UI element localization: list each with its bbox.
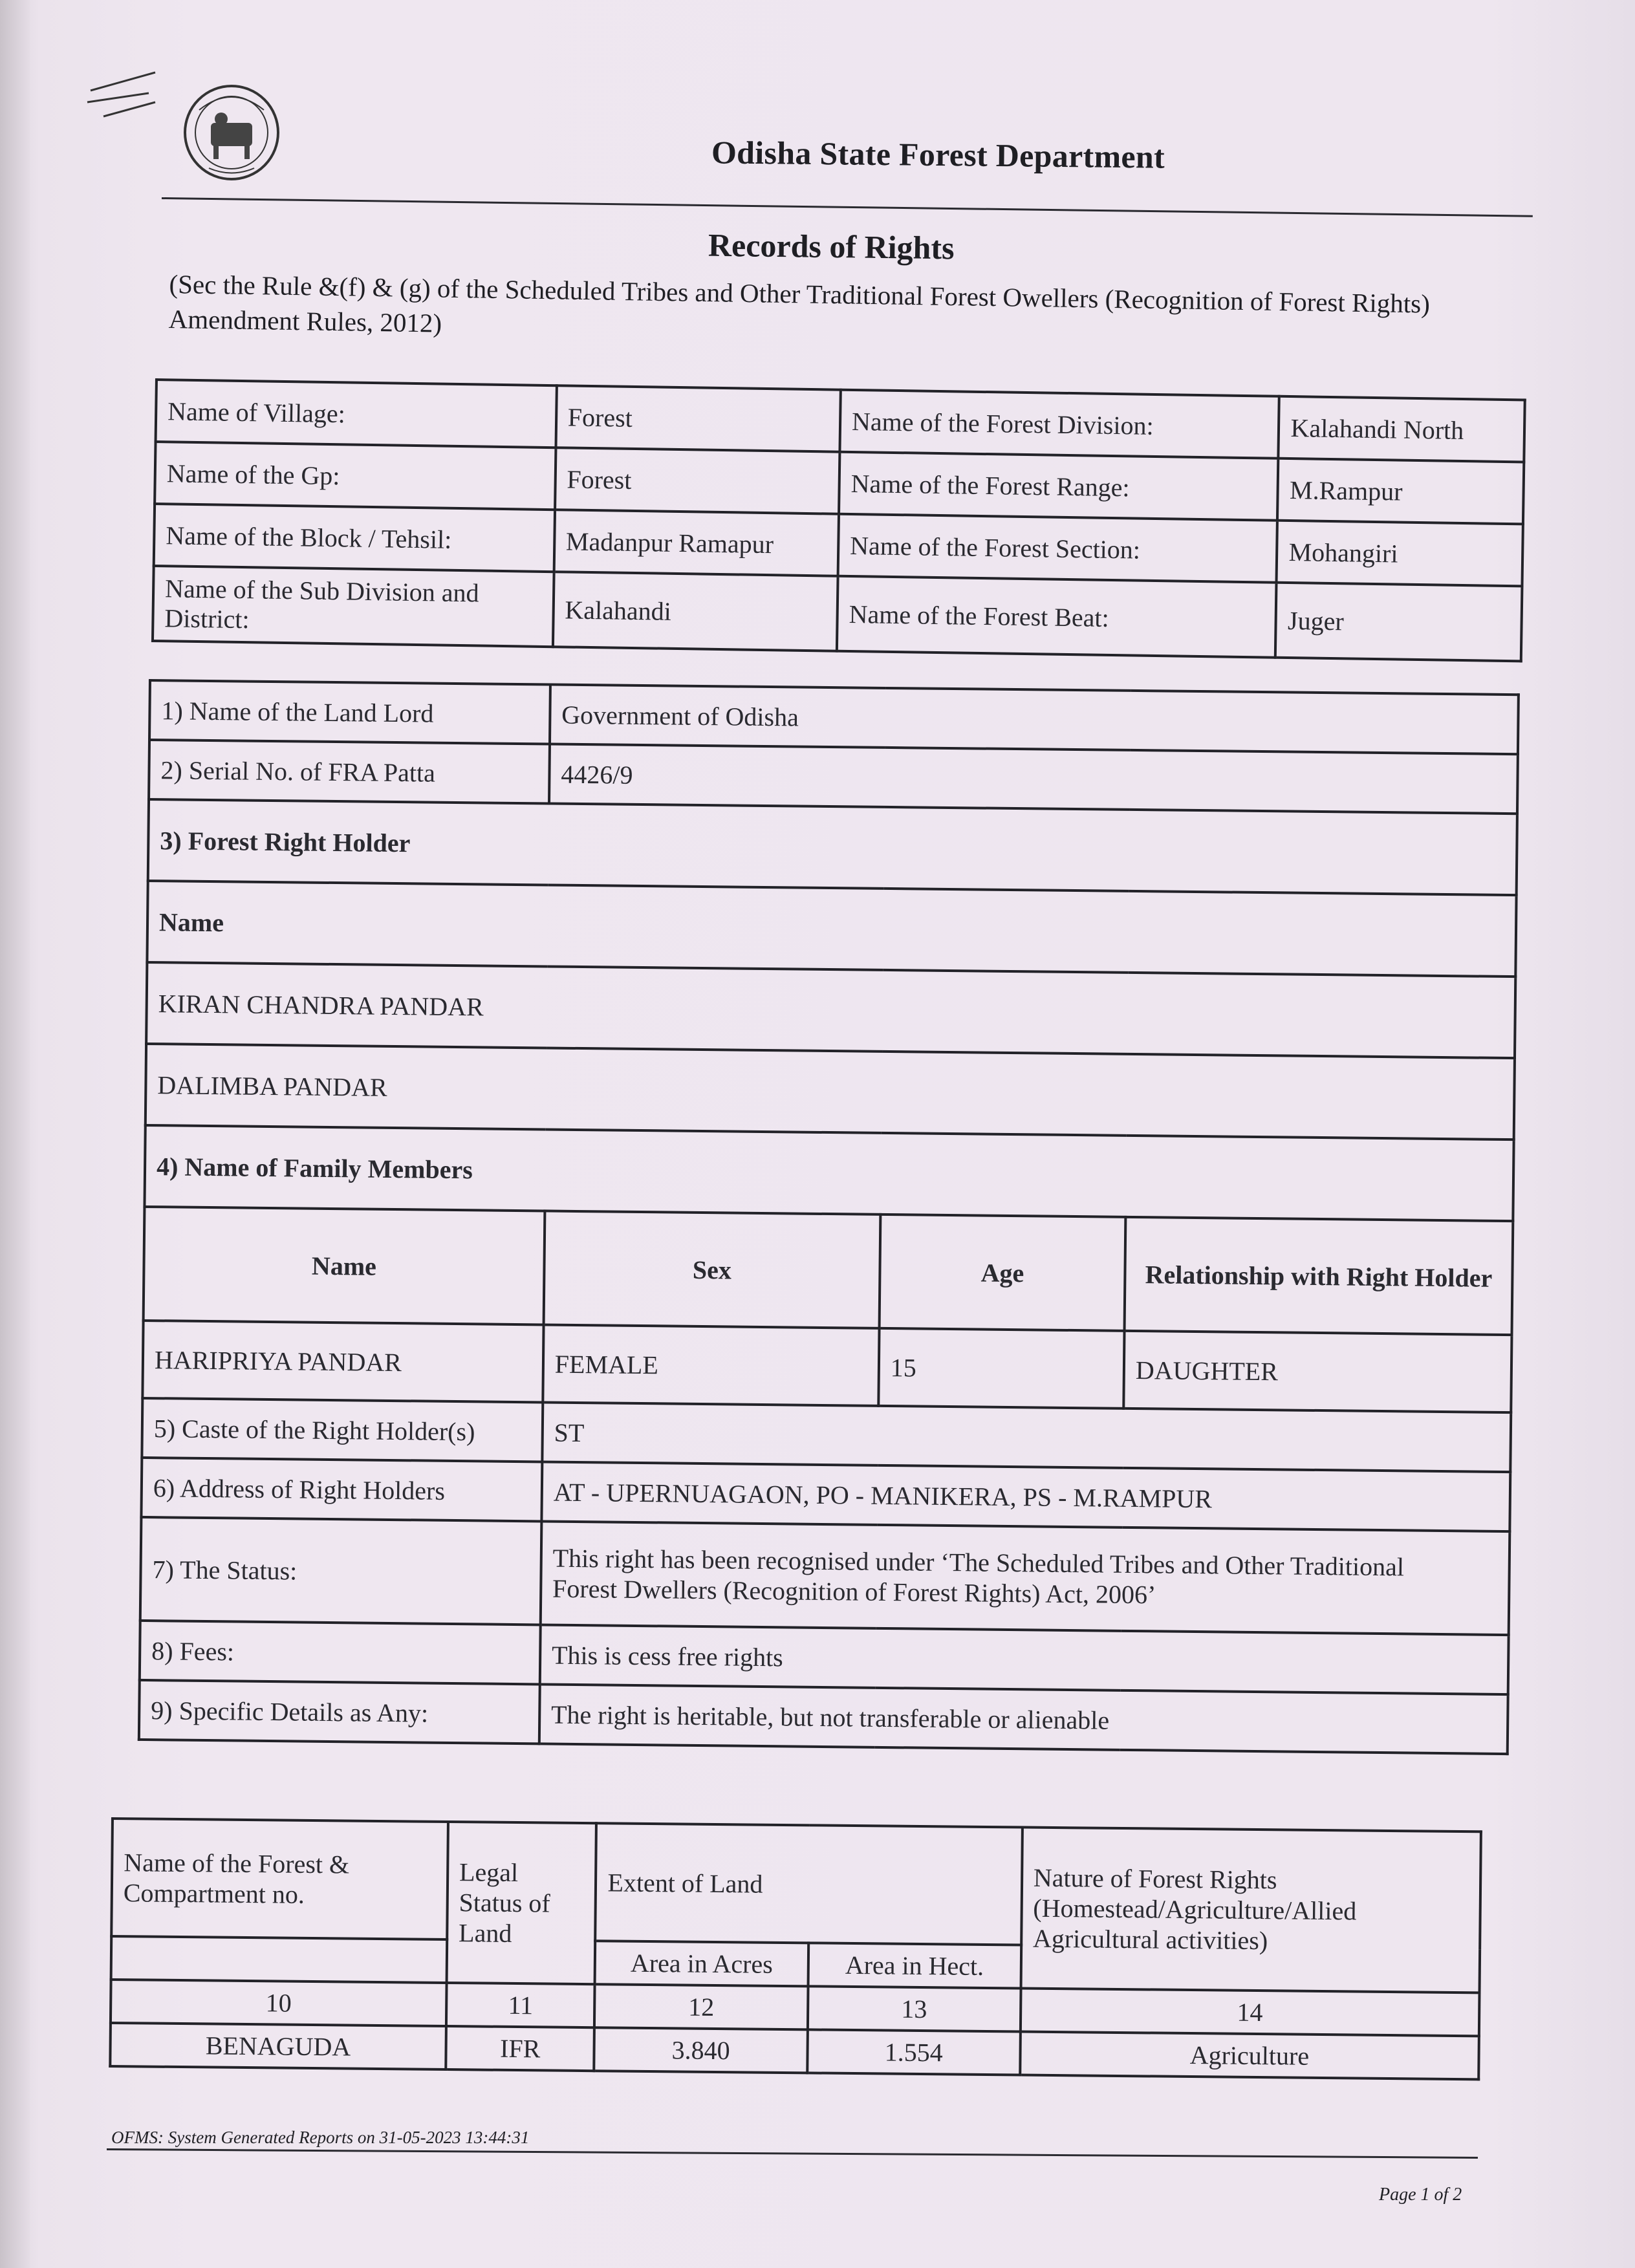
page-number: Page 1 of 2 bbox=[1379, 2185, 1462, 2205]
block-label: Name of the Block / Tehsil: bbox=[154, 504, 555, 572]
fees-value: This is cess free rights bbox=[540, 1625, 1509, 1694]
table-row bbox=[146, 1044, 1515, 1139]
family-header-row bbox=[144, 1207, 1513, 1335]
pen-mark bbox=[84, 65, 162, 123]
village-label: Name of Village: bbox=[156, 380, 557, 448]
col-forest-compartment: Name of the Forest & Compartment no. bbox=[111, 1819, 448, 1939]
section-value: Mohangiri bbox=[1277, 521, 1523, 587]
family-members-heading: 4) Name of Family Members bbox=[144, 1125, 1513, 1221]
address-label: 6) Address of Right Holders bbox=[141, 1458, 542, 1521]
family-member-relationship: DAUGHTER bbox=[1123, 1331, 1511, 1412]
paper-edge bbox=[0, 0, 30, 2268]
empty-cell bbox=[111, 1936, 447, 1983]
col-number: 12 bbox=[594, 1984, 808, 2029]
range-label: Name of the Forest Range: bbox=[839, 452, 1279, 521]
table-row bbox=[144, 1125, 1513, 1221]
details-value: The right is heritable, but not transferable or alienable bbox=[539, 1684, 1508, 1754]
col-area-acres: Area in Acres bbox=[595, 1941, 808, 1986]
division-label: Name of the Forest Division: bbox=[839, 390, 1279, 459]
right-holder-name: KIRAN CHANDRA PANDAR bbox=[146, 962, 1515, 1058]
table-row bbox=[142, 1321, 1511, 1412]
fees-label: 8) Fees: bbox=[140, 1621, 541, 1684]
section-label: Name of the Forest Section: bbox=[838, 514, 1278, 583]
family-col-relationship: Relationship with Right Holder bbox=[1125, 1217, 1513, 1335]
status-line: This right has been recognised under ‘The Scheduled Tribes and Other Traditional bbox=[552, 1543, 1405, 1582]
details-label: 9) Specific Details as Any: bbox=[139, 1680, 540, 1744]
status-line: Forest Dwellers (Recognition of Forest Rights) Act, 2006’ bbox=[552, 1573, 1156, 1610]
family-col-age: Age bbox=[879, 1215, 1125, 1331]
family-col-sex: Sex bbox=[543, 1211, 880, 1328]
caste-value: ST bbox=[542, 1402, 1511, 1472]
village-value: Forest bbox=[556, 385, 841, 452]
address-value: AT - UPERNUAGAON, PO - MANIKERA, PS - M.RAMPUR bbox=[541, 1462, 1510, 1531]
family-member-name: HARIPRIYA PANDAR bbox=[142, 1321, 543, 1402]
beat-value: Juger bbox=[1275, 583, 1522, 662]
col-area-hectares: Area in Hect. bbox=[808, 1943, 1021, 1988]
land-extent-table bbox=[109, 1817, 1482, 2080]
holder-name-heading: Name bbox=[147, 881, 1516, 977]
serial-value: 4426/9 bbox=[549, 744, 1518, 814]
beat-label: Name of the Forest Beat: bbox=[837, 576, 1277, 658]
caste-label: 5) Caste of the Right Holder(s) bbox=[142, 1398, 543, 1462]
block-value: Madanpur Ramapur bbox=[554, 510, 839, 576]
legal-status: IFR bbox=[446, 2026, 594, 2071]
subdivision-label: Name of the Sub Division and District: bbox=[153, 566, 554, 647]
landlord-value: Government of Odisha bbox=[550, 685, 1519, 755]
location-table bbox=[151, 378, 1526, 662]
area-acres: 3.840 bbox=[594, 2027, 808, 2073]
family-member-age: 15 bbox=[878, 1328, 1124, 1409]
gp-label: Name of the Gp: bbox=[155, 442, 556, 510]
family-member-sex: FEMALE bbox=[543, 1324, 879, 1405]
col-extent-of-land: Extent of Land bbox=[596, 1823, 1023, 1945]
state-emblem-seal bbox=[180, 71, 283, 194]
col-number: 14 bbox=[1021, 1989, 1480, 2036]
nature-of-rights: Agriculture bbox=[1020, 2032, 1479, 2080]
family-col-name: Name bbox=[144, 1207, 545, 1324]
col-legal-status: Legal Status of Land bbox=[446, 1822, 596, 1984]
department-name: Odisha State Forest Department bbox=[711, 134, 1165, 175]
table-row bbox=[140, 1517, 1510, 1635]
status-value bbox=[541, 1521, 1510, 1635]
right-holder-heading: 3) Forest Right Holder bbox=[148, 799, 1517, 895]
table-row bbox=[146, 962, 1515, 1058]
serial-label: 2) Serial No. of FRA Patta bbox=[149, 740, 550, 803]
table-row bbox=[148, 799, 1517, 895]
col-number: 10 bbox=[111, 1980, 446, 2026]
rule-reference: (Sec the Rule &(f) & (g) of the Scheduled Tribes and Other Traditional Forest Owellers (Recognition of Forest Rights) Amendment Rules, 2012) bbox=[168, 268, 1431, 338]
table-row bbox=[111, 1819, 1481, 1949]
rights-record-table bbox=[138, 679, 1520, 1755]
division-value: Kalahandi North bbox=[1279, 396, 1525, 462]
area-hectares: 1.554 bbox=[807, 2029, 1021, 2075]
col-nature-of-rights: Nature of Forest Rights (Homestead/Agriculture/Allied Agricultural activities) bbox=[1021, 1828, 1481, 1993]
right-holder-name: DALIMBA PANDAR bbox=[146, 1044, 1515, 1139]
page-title: Records of Rights bbox=[708, 226, 955, 266]
status-label: 7) The Status: bbox=[140, 1517, 542, 1625]
landlord-label: 1) Name of the Land Lord bbox=[149, 680, 550, 744]
generated-timestamp: OFMS: System Generated Reports on 31-05-2023 13:44:31 bbox=[111, 2128, 530, 2147]
subdivision-value: Kalahandi bbox=[553, 572, 838, 651]
col-number: 11 bbox=[446, 1983, 595, 2027]
range-value: M.Rampur bbox=[1277, 459, 1524, 524]
gp-value: Forest bbox=[555, 448, 840, 514]
forest-name: BENAGUDA bbox=[110, 2023, 446, 2069]
col-number: 13 bbox=[807, 1986, 1021, 2031]
table-row bbox=[147, 881, 1516, 977]
